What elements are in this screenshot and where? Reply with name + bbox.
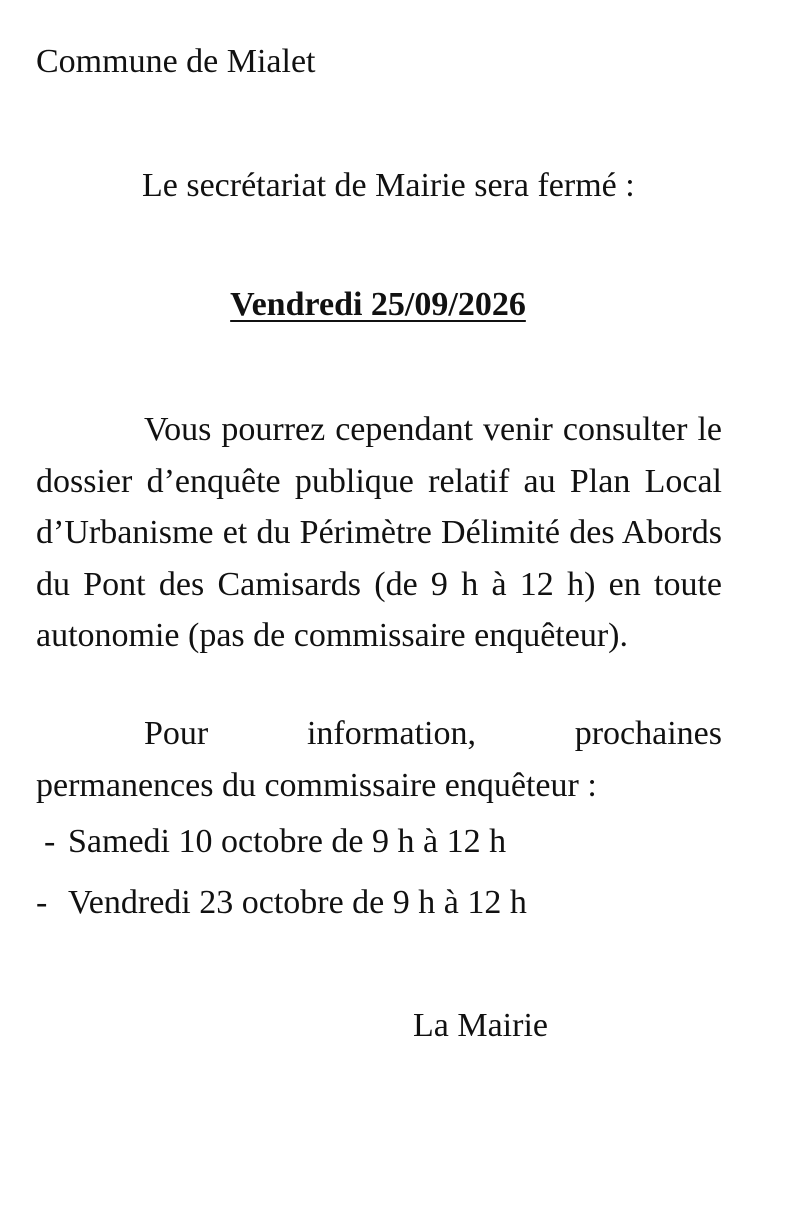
consultation-paragraph: Vous pourrez cependant venir consulter le dossier d’enquête publique relatif au Plan Local d’Urbanisme et du Périmètre Délimité des Abords du Pont des Camisards (de 9 h à 12 h) en toute autonomie (pas de commissaire enquêteur). xyxy=(36,411,722,654)
information-paragraph: Pour information, prochaines permanences du commissaire enquêteur : xyxy=(36,715,722,804)
commune-name: Commune de Mialet xyxy=(36,43,316,80)
list-item-text: Samedi 10 octobre de 9 h à 12 h xyxy=(68,823,507,860)
list-dash: - xyxy=(44,823,56,860)
list-item xyxy=(36,820,527,881)
closure-date: Vendredi 25/09/2026 xyxy=(230,286,526,323)
list-item xyxy=(36,881,527,942)
list-item-text: Vendredi 23 octobre de 9 h à 12 h xyxy=(68,884,527,921)
closure-intro: Le secrétariat de Mairie sera fermé : xyxy=(142,167,635,204)
permanences-list xyxy=(36,820,527,942)
signature: La Mairie xyxy=(413,1007,548,1044)
list-dash: - xyxy=(36,884,48,921)
